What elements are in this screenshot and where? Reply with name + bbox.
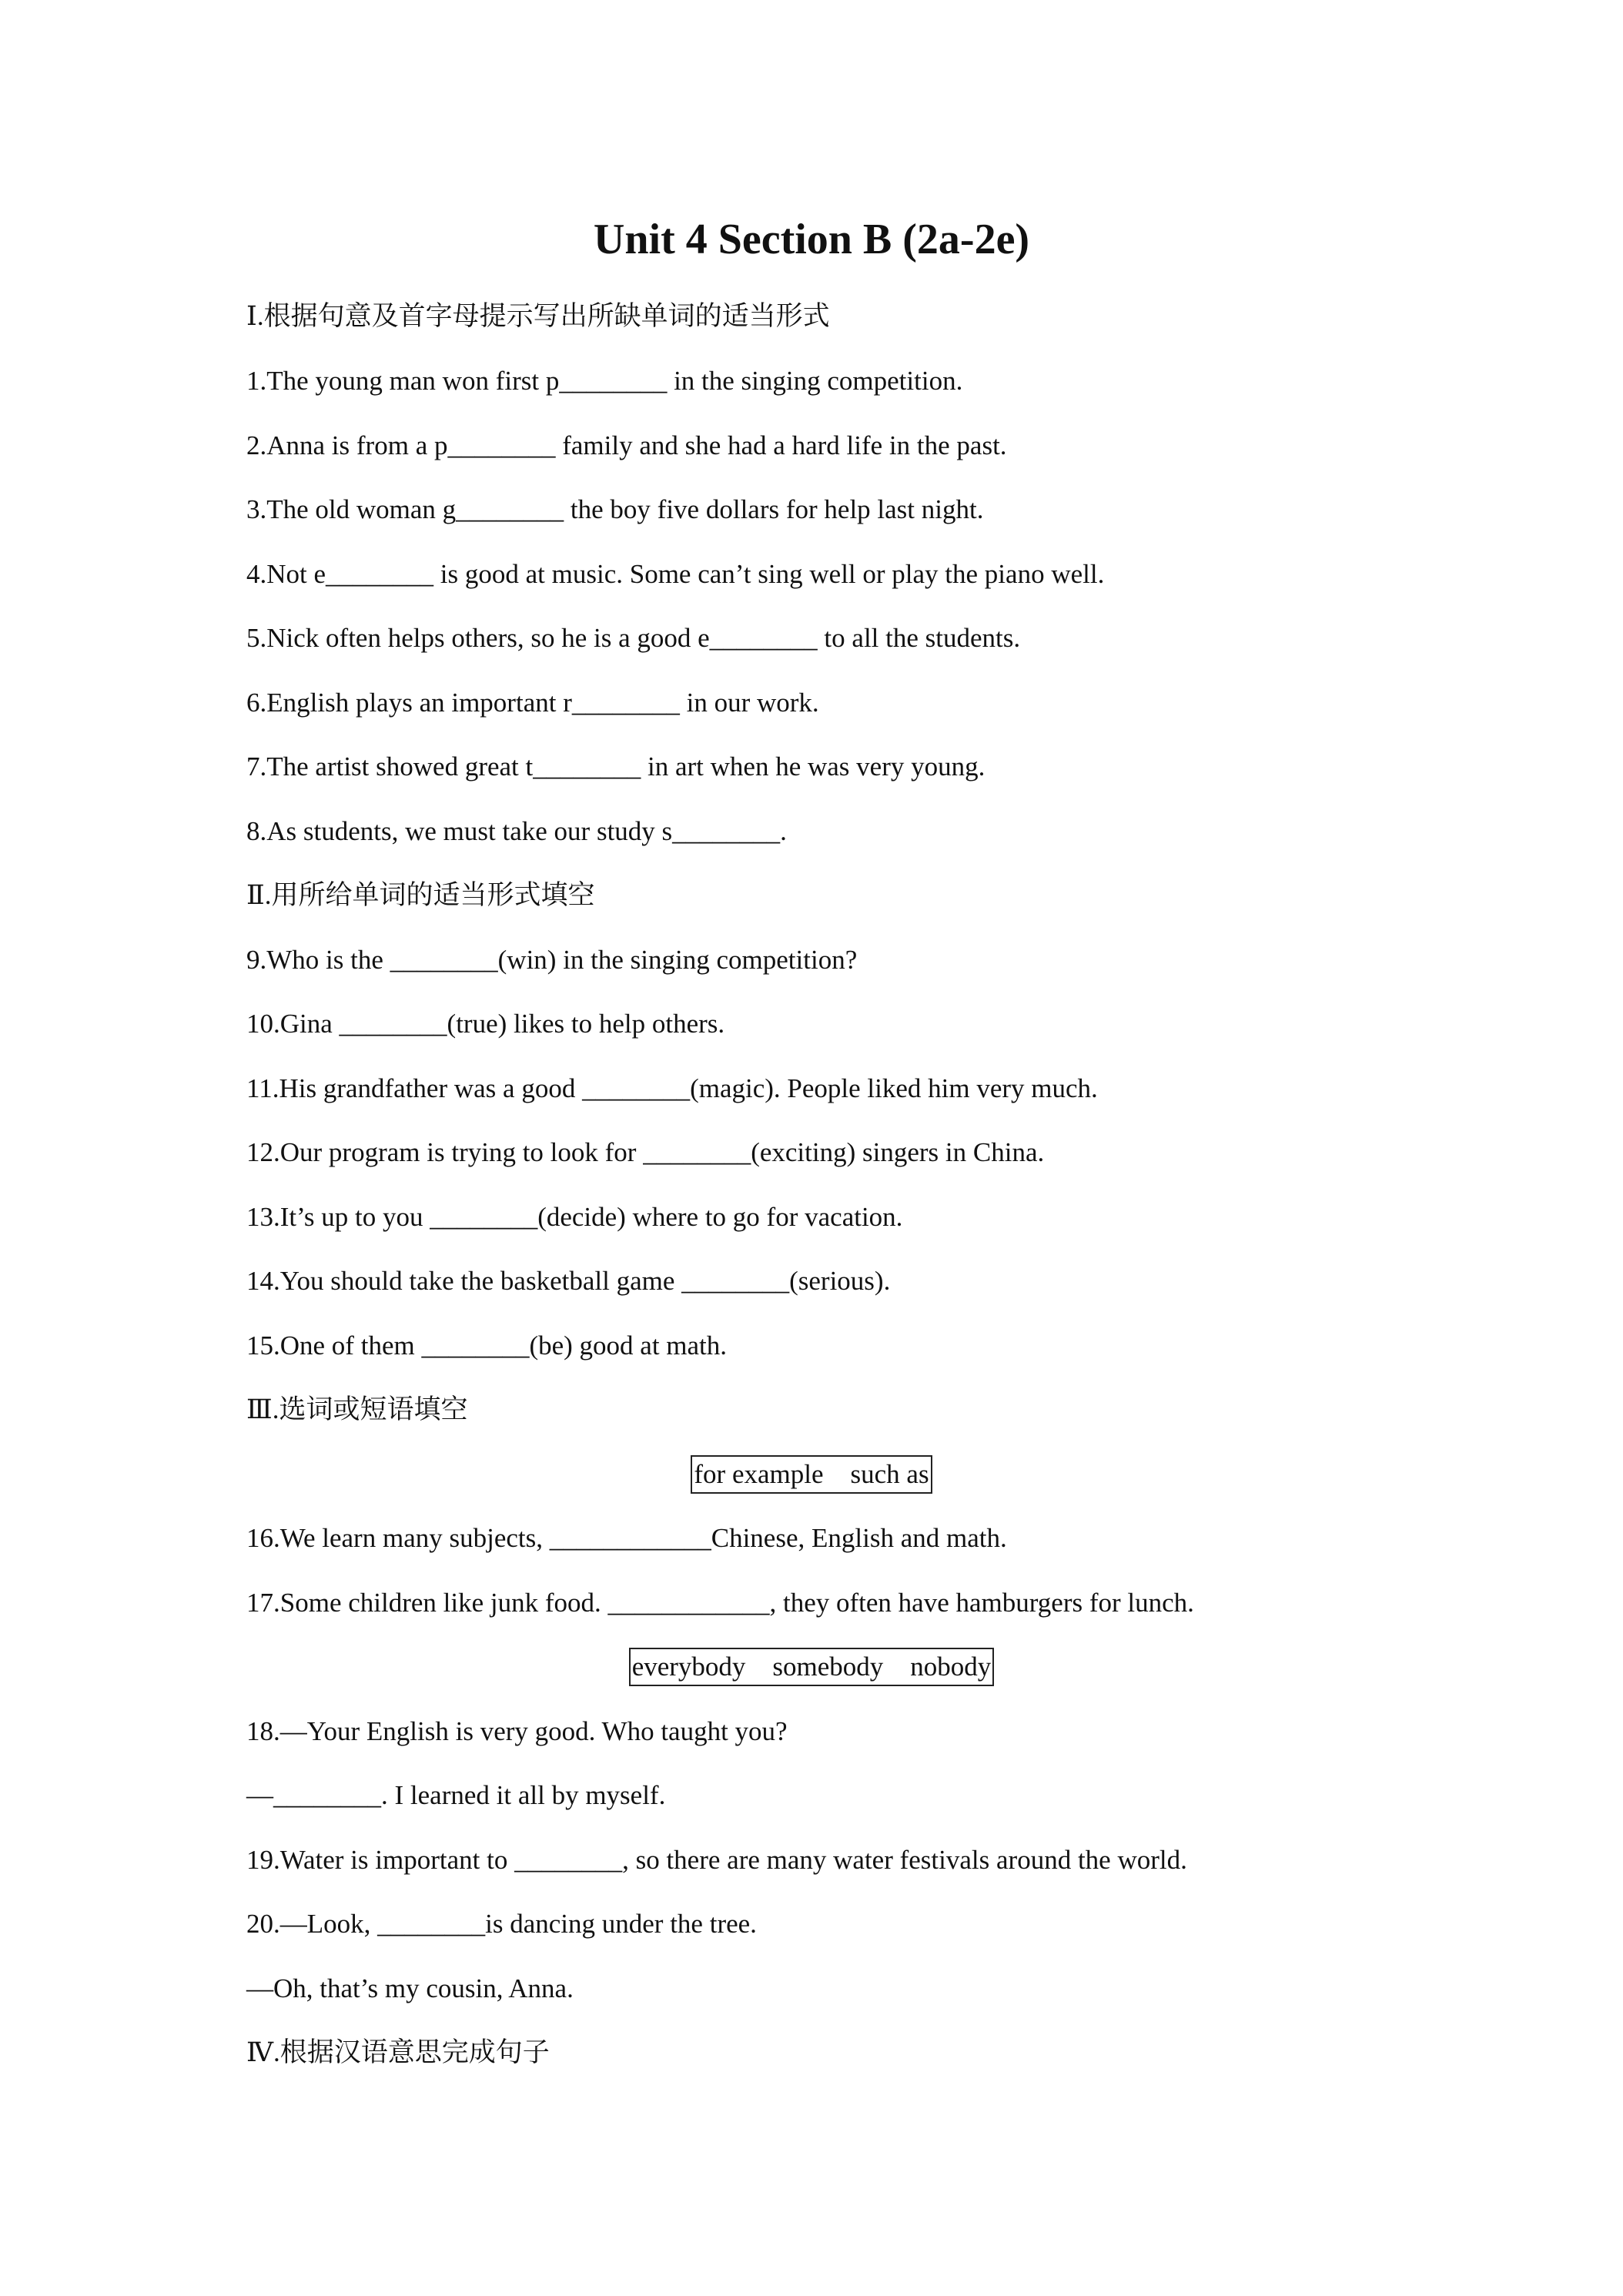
- question-3: 3.The old woman g________ the boy five dollars for help last night.: [246, 494, 984, 524]
- question-6: 6.English plays an important r________ in our work.: [246, 688, 819, 718]
- question-16: 16.We learn many subjects, ____________Chinese, English and math.: [246, 1523, 1007, 1553]
- question-2: 2.Anna is from a p________ family and she had a hard life in the past.: [246, 430, 1007, 460]
- word-box-1: for example such as: [691, 1455, 932, 1494]
- question-20: 20.—Look, ________is dancing under the tree.: [246, 1909, 757, 1939]
- word-box-1-row: [0, 1455, 1623, 1494]
- question-14: 14.You should take the basketball game ________(serious).: [246, 1266, 891, 1296]
- question-17: 17.Some children like junk food. ____________, they often have hamburgers for lunch.: [246, 1588, 1194, 1618]
- question-18-reply: —________. I learned it all by myself.: [246, 1780, 666, 1810]
- question-4: 4.Not e________ is good at music. Some can’t sing well or play the piano well.: [246, 559, 1105, 589]
- question-9: 9.Who is the ________(win) in the singing competition?: [246, 945, 858, 975]
- question-10: 10.Gina ________(true) likes to help others.: [246, 1009, 725, 1039]
- question-20-reply: —Oh, that’s my cousin, Anna.: [246, 1973, 574, 2003]
- word-box-2-row: [0, 1648, 1623, 1686]
- question-8: 8.As students, we must take our study s________.: [246, 816, 787, 846]
- word-box-2: everybody somebody nobody: [629, 1648, 995, 1686]
- section-4-heading: Ⅳ.根据汉语意思完成句子: [246, 2037, 550, 2067]
- page-title: Unit 4 Section B (2a-2e): [593, 216, 1030, 263]
- question-15: 15.One of them ________(be) good at math.: [246, 1330, 728, 1361]
- question-5: 5.Nick often helps others, so he is a good e________ to all the students.: [246, 623, 1021, 653]
- question-1: 1.The young man won first p________ in the singing competition.: [246, 366, 963, 396]
- section-1-heading: Ⅰ.根据句意及首字母提示写出所缺单词的适当形式: [246, 301, 830, 331]
- section-3-heading: Ⅲ.选词或短语填空: [246, 1394, 468, 1424]
- question-11: 11.His grandfather was a good ________(magic). People liked him very much.: [246, 1073, 1098, 1103]
- question-7: 7.The artist showed great t________ in art when he was very young.: [246, 751, 986, 782]
- question-12: 12.Our program is trying to look for ________(exciting) singers in China.: [246, 1137, 1045, 1167]
- question-13: 13.It’s up to you ________(decide) where to go for vacation.: [246, 1202, 903, 1232]
- question-18: 18.—Your English is very good. Who taught you?: [246, 1716, 788, 1746]
- question-19: 19.Water is important to ________, so there are many water festivals around the world.: [246, 1845, 1187, 1875]
- section-2-heading: Ⅱ.用所给单词的适当形式填空: [246, 880, 595, 910]
